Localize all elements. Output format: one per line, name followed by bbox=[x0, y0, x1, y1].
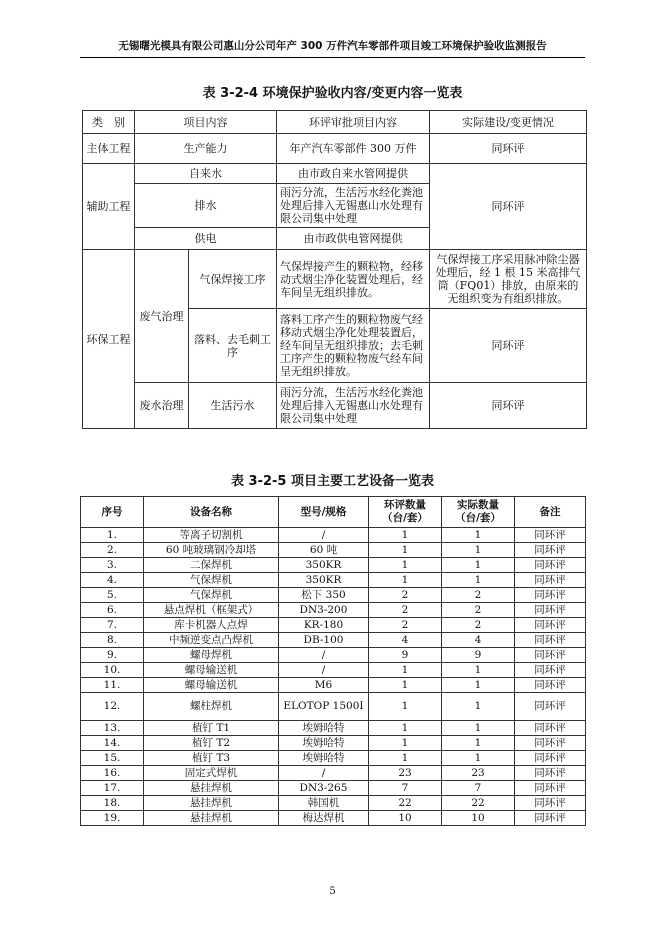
equipment-name: 螺母输送机 bbox=[144, 663, 279, 678]
model-spec: 埃姆哈特 bbox=[279, 721, 369, 736]
capacity-content: 年产汽车零部件 300 万件 bbox=[277, 134, 430, 164]
equipment-name: 中频逆变点凸焊机 bbox=[144, 633, 279, 648]
equipment-name: 悬挂焊机 bbox=[144, 796, 279, 811]
row-number: 4. bbox=[81, 573, 144, 588]
eia-quantity: 1 bbox=[369, 558, 442, 573]
equipment-name: 螺母输送机 bbox=[144, 678, 279, 693]
eia-quantity: 1 bbox=[369, 736, 442, 751]
actual-quantity: 10 bbox=[442, 811, 515, 826]
row-number: 14. bbox=[81, 736, 144, 751]
equipment-name: 植钉 T2 bbox=[144, 736, 279, 751]
remark: 同环评 bbox=[515, 751, 586, 766]
actual-quantity: 1 bbox=[442, 558, 515, 573]
table1-header-category: 类 别 bbox=[83, 111, 135, 134]
remark: 同环评 bbox=[515, 558, 586, 573]
main-category: 主体工程 bbox=[83, 134, 135, 164]
model-spec: / bbox=[279, 766, 369, 781]
actual-quantity: 23 bbox=[442, 766, 515, 781]
power-label: 供电 bbox=[135, 228, 277, 250]
remark: 同环评 bbox=[515, 618, 586, 633]
power-content: 由市政供电管网提供 bbox=[277, 228, 430, 250]
env-acceptance-table bbox=[82, 110, 587, 429]
row-number: 3. bbox=[81, 558, 144, 573]
table-row bbox=[81, 781, 586, 796]
actual-quantity: 1 bbox=[442, 678, 515, 693]
row-number: 15. bbox=[81, 751, 144, 766]
table-row bbox=[81, 693, 586, 721]
aux-category: 辅助工程 bbox=[83, 164, 135, 250]
equipment-name: 螺柱焊机 bbox=[144, 693, 279, 721]
model-spec: ELOTOP 1500I bbox=[279, 693, 369, 721]
row-number: 8. bbox=[81, 633, 144, 648]
model-spec: / bbox=[279, 663, 369, 678]
drain-label: 排水 bbox=[135, 184, 277, 228]
eia-quantity: 1 bbox=[369, 678, 442, 693]
row-number: 9. bbox=[81, 648, 144, 663]
table-row bbox=[81, 573, 586, 588]
cut-content: 落料工序产生的颗粒物废气经移动式烟尘净化处理装置后，经车间呈无组织排放；去毛刺工序产生的颗粒物废气经车间呈无组织排放。 bbox=[277, 309, 430, 383]
model-spec: DB-100 bbox=[279, 633, 369, 648]
cut-label: 落料、去毛刺工序 bbox=[189, 309, 277, 383]
model-spec: 梅达焊机 bbox=[279, 811, 369, 826]
model-spec: 350KR bbox=[279, 558, 369, 573]
table-row bbox=[81, 603, 586, 618]
actual-quantity: 1 bbox=[442, 693, 515, 721]
model-spec: 韩国机 bbox=[279, 796, 369, 811]
model-spec: / bbox=[279, 648, 369, 663]
row-number: 6. bbox=[81, 603, 144, 618]
sewage-actual: 同环评 bbox=[430, 383, 587, 429]
model-spec: KR-180 bbox=[279, 618, 369, 633]
table-row bbox=[81, 663, 586, 678]
capacity-actual: 同环评 bbox=[430, 134, 587, 164]
row-number: 2. bbox=[81, 543, 144, 558]
equipment-name: 等离子切割机 bbox=[144, 528, 279, 543]
table-row bbox=[81, 751, 586, 766]
remark: 同环评 bbox=[515, 603, 586, 618]
table1-header-eia: 环评审批项目内容 bbox=[277, 111, 430, 134]
remark: 同环评 bbox=[515, 811, 586, 826]
equipment-name: 60 吨玻璃钢冷却塔 bbox=[144, 543, 279, 558]
table2-header-actual-qty: 实际数量（台/套） bbox=[442, 497, 515, 528]
actual-quantity: 4 bbox=[442, 633, 515, 648]
actual-quantity: 9 bbox=[442, 648, 515, 663]
actual-quantity: 2 bbox=[442, 588, 515, 603]
actual-quantity: 2 bbox=[442, 603, 515, 618]
table-row bbox=[81, 796, 586, 811]
table2-header-model: 型号/规格 bbox=[279, 497, 369, 528]
water-label: 自来水 bbox=[135, 164, 277, 184]
eia-quantity: 2 bbox=[369, 618, 442, 633]
equipment-name: 悬挂焊机 bbox=[144, 781, 279, 796]
eia-quantity: 9 bbox=[369, 648, 442, 663]
remark: 同环评 bbox=[515, 528, 586, 543]
water-content: 由市政自来水管网提供 bbox=[277, 164, 430, 184]
remark: 同环评 bbox=[515, 543, 586, 558]
weld-actual: 气保焊接工序采用脉冲除尘器处理后，经 1 根 15 米高排气筒（FQ01）排放，由原来的无组织变为有组织排放。 bbox=[430, 250, 587, 309]
model-spec: 350KR bbox=[279, 573, 369, 588]
eia-quantity: 2 bbox=[369, 603, 442, 618]
equipment-name: 悬点焊机（框架式） bbox=[144, 603, 279, 618]
table-row bbox=[81, 736, 586, 751]
aux-actual: 同环评 bbox=[430, 164, 587, 250]
equipment-name: 库卡机器人点焊 bbox=[144, 618, 279, 633]
model-spec: 埃姆哈特 bbox=[279, 751, 369, 766]
drain-content: 雨污分流，生活污水经化粪池处理后排入无锡惠山水处理有限公司集中处理 bbox=[277, 184, 430, 228]
eia-quantity: 1 bbox=[369, 663, 442, 678]
eia-quantity: 10 bbox=[369, 811, 442, 826]
remark: 同环评 bbox=[515, 573, 586, 588]
model-spec: 埃姆哈特 bbox=[279, 736, 369, 751]
row-number: 16. bbox=[81, 766, 144, 781]
water-group: 废水治理 bbox=[135, 383, 189, 429]
eia-quantity: 1 bbox=[369, 751, 442, 766]
actual-quantity: 1 bbox=[442, 751, 515, 766]
table1-header-actual: 实际建设/变更情况 bbox=[430, 111, 587, 134]
remark: 同环评 bbox=[515, 678, 586, 693]
remark: 同环评 bbox=[515, 693, 586, 721]
eia-quantity: 23 bbox=[369, 766, 442, 781]
equipment-name: 气保焊机 bbox=[144, 588, 279, 603]
eia-quantity: 4 bbox=[369, 633, 442, 648]
eia-quantity: 1 bbox=[369, 573, 442, 588]
remark: 同环评 bbox=[515, 721, 586, 736]
model-spec: DN3-200 bbox=[279, 603, 369, 618]
eia-quantity: 1 bbox=[369, 693, 442, 721]
table-row bbox=[81, 648, 586, 663]
equipment-name: 气保焊机 bbox=[144, 573, 279, 588]
row-number: 19. bbox=[81, 811, 144, 826]
sewage-label: 生活污水 bbox=[189, 383, 277, 429]
row-number: 11. bbox=[81, 678, 144, 693]
report-header: 无锡曙光模具有限公司惠山分公司年产 300 万件汽车零部件项目竣工环境保护验收监测报告 bbox=[118, 40, 547, 52]
eia-quantity: 2 bbox=[369, 588, 442, 603]
table2-caption: 表 3-2-5 项目主要工艺设备一览表 bbox=[231, 474, 434, 489]
equipment-name: 悬挂焊机 bbox=[144, 811, 279, 826]
row-number: 13. bbox=[81, 721, 144, 736]
table-row bbox=[81, 811, 586, 826]
remark: 同环评 bbox=[515, 736, 586, 751]
row-number: 17. bbox=[81, 781, 144, 796]
actual-quantity: 1 bbox=[442, 573, 515, 588]
actual-quantity: 7 bbox=[442, 781, 515, 796]
capacity-label: 生产能力 bbox=[135, 134, 277, 164]
table-row bbox=[81, 528, 586, 543]
table2-header-no: 序号 bbox=[81, 497, 144, 528]
remark: 同环评 bbox=[515, 766, 586, 781]
env-category: 环保工程 bbox=[83, 250, 135, 429]
equipment-table bbox=[80, 496, 586, 826]
row-number: 1. bbox=[81, 528, 144, 543]
row-number: 12. bbox=[81, 693, 144, 721]
row-number: 5. bbox=[81, 588, 144, 603]
gas-group: 废气治理 bbox=[135, 250, 189, 383]
header-rule bbox=[80, 57, 585, 58]
row-number: 7. bbox=[81, 618, 144, 633]
row-number: 10. bbox=[81, 663, 144, 678]
table2-header-remark: 备注 bbox=[515, 497, 586, 528]
eia-quantity: 1 bbox=[369, 528, 442, 543]
table-row bbox=[81, 558, 586, 573]
table-row bbox=[81, 618, 586, 633]
remark: 同环评 bbox=[515, 663, 586, 678]
weld-content: 气保焊接产生的颗粒物，经移动式烟尘净化装置处理后，经车间呈无组织排放。 bbox=[277, 250, 430, 309]
equipment-name: 植钉 T1 bbox=[144, 721, 279, 736]
remark: 同环评 bbox=[515, 796, 586, 811]
table-row bbox=[81, 678, 586, 693]
weld-label: 气保焊接工序 bbox=[189, 250, 277, 309]
model-spec: 60 吨 bbox=[279, 543, 369, 558]
equipment-name: 二保焊机 bbox=[144, 558, 279, 573]
page-number: 5 bbox=[329, 886, 336, 897]
remark: 同环评 bbox=[515, 588, 586, 603]
equipment-name: 植钉 T3 bbox=[144, 751, 279, 766]
eia-quantity: 1 bbox=[369, 543, 442, 558]
eia-quantity: 22 bbox=[369, 796, 442, 811]
table-row bbox=[81, 766, 586, 781]
actual-quantity: 1 bbox=[442, 736, 515, 751]
actual-quantity: 1 bbox=[442, 663, 515, 678]
cut-actual: 同环评 bbox=[430, 309, 587, 383]
table-row bbox=[81, 633, 586, 648]
row-number: 18. bbox=[81, 796, 144, 811]
eia-quantity: 1 bbox=[369, 721, 442, 736]
remark: 同环评 bbox=[515, 648, 586, 663]
model-spec: DN3-265 bbox=[279, 781, 369, 796]
model-spec: 松下 350 bbox=[279, 588, 369, 603]
actual-quantity: 1 bbox=[442, 528, 515, 543]
eia-quantity: 7 bbox=[369, 781, 442, 796]
table2-header-name: 设备名称 bbox=[144, 497, 279, 528]
actual-quantity: 1 bbox=[442, 543, 515, 558]
remark: 同环评 bbox=[515, 781, 586, 796]
table-row bbox=[81, 588, 586, 603]
equipment-name: 螺母焊机 bbox=[144, 648, 279, 663]
actual-quantity: 1 bbox=[442, 721, 515, 736]
actual-quantity: 22 bbox=[442, 796, 515, 811]
equipment-name: 固定式焊机 bbox=[144, 766, 279, 781]
table1-header-item: 项目内容 bbox=[135, 111, 277, 134]
table-row bbox=[81, 543, 586, 558]
model-spec: M6 bbox=[279, 678, 369, 693]
table1-caption: 表 3-2-4 环境保护验收内容/变更内容一览表 bbox=[202, 86, 463, 101]
model-spec: / bbox=[279, 528, 369, 543]
table2-header-eia-qty: 环评数量（台/套） bbox=[369, 497, 442, 528]
actual-quantity: 2 bbox=[442, 618, 515, 633]
sewage-content: 雨污分流，生活污水经化粪池处理后排入无锡惠山水处理有限公司集中处理 bbox=[277, 383, 430, 429]
remark: 同环评 bbox=[515, 633, 586, 648]
table-row bbox=[81, 721, 586, 736]
